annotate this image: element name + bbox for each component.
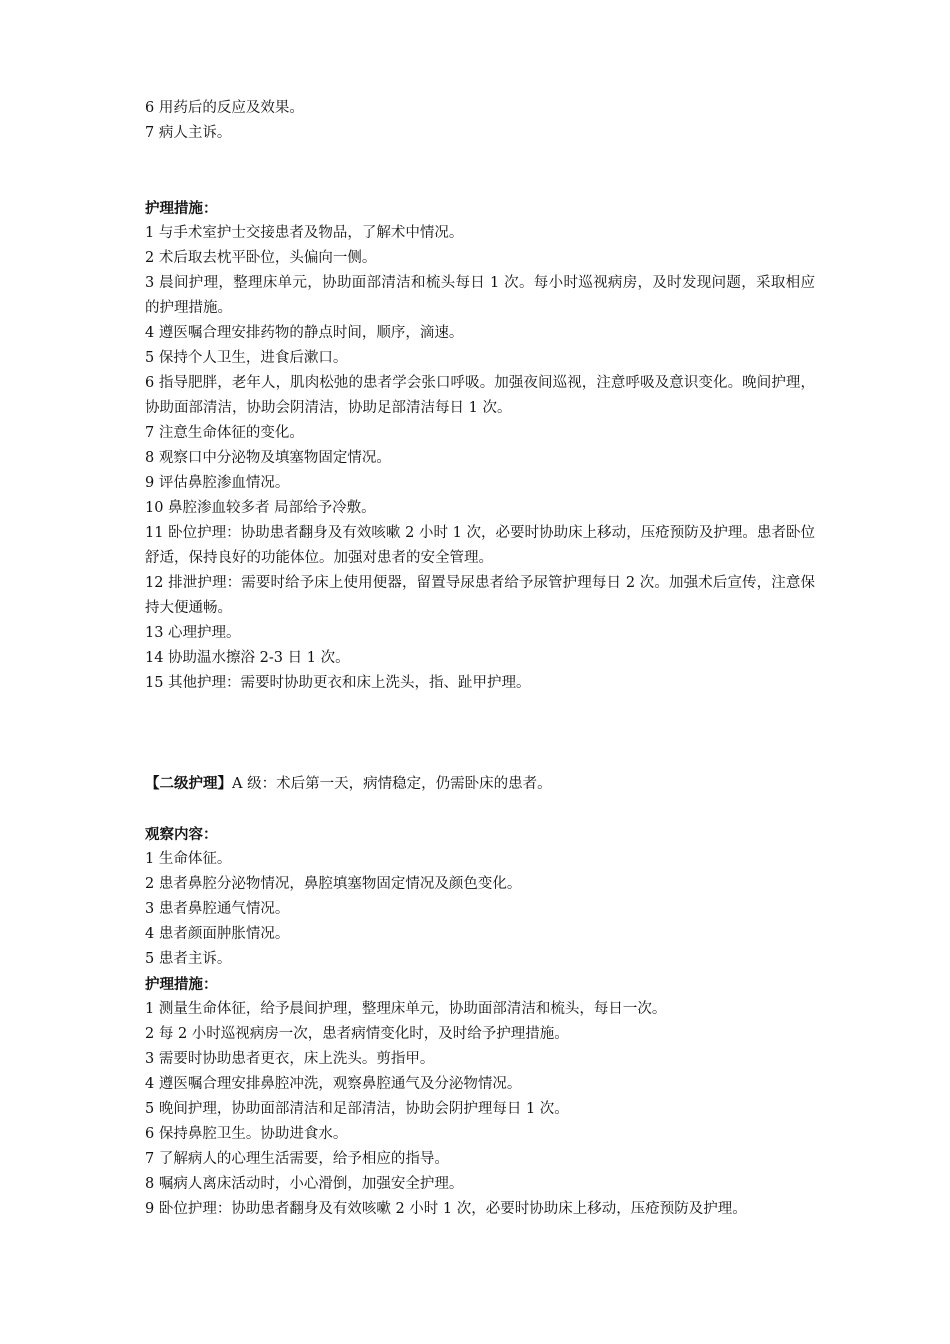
measure-item: 6 指导肥胖，老年人，肌肉松弛的患者学会张口呼吸。加强夜间巡视，注意呼吸及意识变化。晚间护理，协助面部清洁，协助会阴清洁，协助足部清洁每日 1 次。 <box>145 375 815 416</box>
observation-item: 6 用药后的反应及效果。 <box>145 100 304 116</box>
section-heading <box>145 771 815 797</box>
measure-item: 9 卧位护理：协助患者翻身及有效咳嗽 2 小时 1 次，必要时协助床上移动，压疮预防及护理。 <box>145 1201 747 1217</box>
measure-item: 2 每 2 小时巡视病房一次，患者病情变化时，及时给予护理措施。 <box>145 1026 569 1042</box>
observation-item: 1 生命体征。 <box>145 851 232 867</box>
observation-item: 5 患者主诉。 <box>145 951 232 967</box>
measure-item: 5 保持个人卫生，进食后漱口。 <box>145 350 348 366</box>
section-heading-text: A 级：术后第一天，病情稳定，仍需卧床的患者。 <box>232 776 552 792</box>
section-title-observation: 观察内容： <box>145 826 218 843</box>
measure-item: 4 遵医嘱合理安排药物的静点时间，顺序，滴速。 <box>145 325 464 341</box>
observation-item: 3 患者鼻腔通气情况。 <box>145 901 290 917</box>
observation-item: 2 患者鼻腔分泌物情况，鼻腔填塞物固定情况及颜色变化。 <box>145 876 522 892</box>
measure-item: 10 鼻腔渗血较多者 局部给予冷敷。 <box>145 500 376 516</box>
measure-item: 1 测量生命体征，给予晨间护理，整理床单元，协助面部清洁和梳头，每日一次。 <box>145 1001 667 1017</box>
measure-item: 11 卧位护理：协助患者翻身及有效咳嗽 2 小时 1 次，必要时协助床上移动，压疮预防及护理。患者卧位舒适，保持良好的功能体位。加强对患者的安全管理。 <box>145 525 815 566</box>
measure-item: 13 心理护理。 <box>145 625 241 641</box>
measure-item: 8 嘱病人离床活动时，小心滑倒，加强安全护理。 <box>145 1176 464 1192</box>
measure-item: 14 协助温水擦浴 2-3 日 1 次。 <box>145 650 350 666</box>
measure-item: 7 注意生命体征的变化。 <box>145 425 304 441</box>
document-body <box>145 96 815 1222</box>
measure-item: 12 排泄护理：需要时给予床上使用便器，留置导尿患者给予尿管护理每日 2 次。加强术后宣传，注意保持大便通畅。 <box>145 575 815 616</box>
measure-item: 6 保持鼻腔卫生。协助进食水。 <box>145 1126 348 1142</box>
measure-item: 15 其他护理：需要时协助更衣和床上洗头，指、趾甲护理。 <box>145 675 531 691</box>
measure-item: 4 遵医嘱合理安排鼻腔冲洗，观察鼻腔通气及分泌物情况。 <box>145 1076 522 1092</box>
measure-item: 3 需要时协助患者更衣，床上洗头。剪指甲。 <box>145 1051 435 1067</box>
measure-item: 3 晨间护理，整理床单元，协助面部清洁和梳头每日 1 次。每小时巡视病房，及时发现问题，采取相应的护理措施。 <box>145 275 815 316</box>
observation-item: 4 患者颜面肿胀情况。 <box>145 926 290 942</box>
observation-item: 7 病人主诉。 <box>145 125 232 141</box>
measure-item: 2 术后取去枕平卧位，头偏向一侧。 <box>145 250 377 266</box>
measure-item: 8 观察口中分泌物及填塞物固定情况。 <box>145 450 391 466</box>
measure-item: 9 评估鼻腔渗血情况。 <box>145 475 290 491</box>
measure-item: 7 了解病人的心理生活需要，给予相应的指导。 <box>145 1151 449 1167</box>
measure-item: 1 与手术室护士交接患者及物品，了解术中情况。 <box>145 225 464 241</box>
section-title-measures: 护理措施： <box>145 200 218 217</box>
section-heading-label: 【二级护理】 <box>145 775 232 792</box>
measure-item: 5 晚间护理，协助面部清洁和足部清洁，协助会阴护理每日 1 次。 <box>145 1101 569 1117</box>
section-title-measures: 护理措施： <box>145 976 218 993</box>
